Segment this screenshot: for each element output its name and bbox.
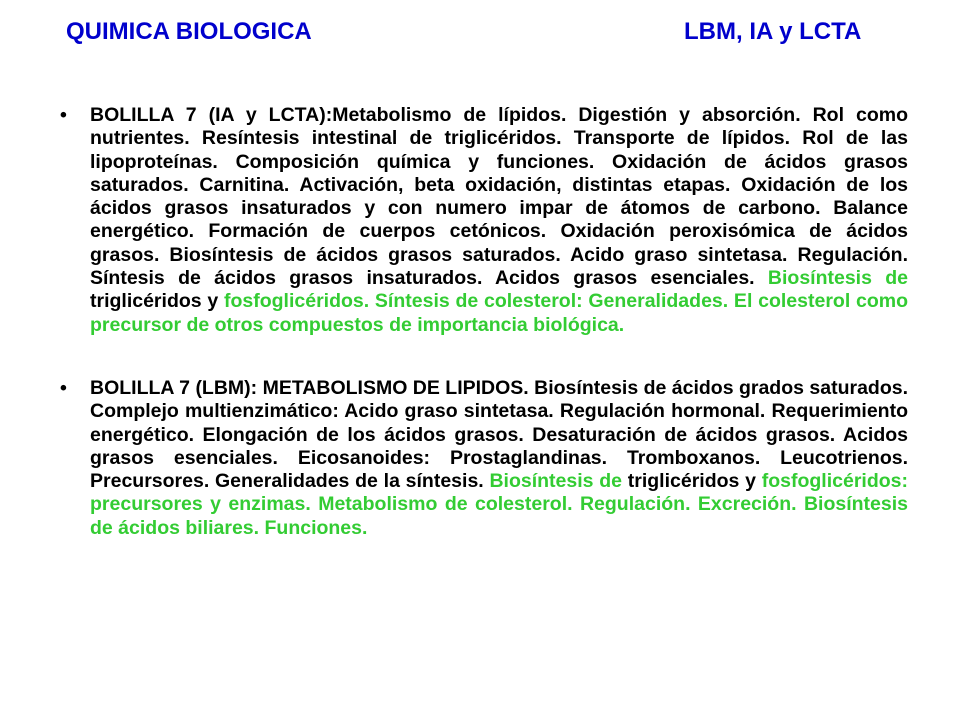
slide-header bbox=[0, 14, 960, 54]
bolilla-lbm-text-1: BOLILLA 7 (LBM): METABOLISMO DE LIPIDOS. Biosíntesis de ácidos grados saturados. Complejo multienzimático: Acido graso sintetasa. Regulación hormonal. Requerimiento energético. Elongación de los ácidos grasos. Desaturación de ácidos grasos. Acidos grasos esenciales. Eicosanoides: Prostaglandinas. Tromboxanos. Leucotrienos. Precursores. Generalidades de la síntesis. bbox=[90, 376, 909, 493]
course-title: QUIMICA BIOLOGICA bbox=[66, 18, 312, 45]
bolilla-ia-lcta-item bbox=[60, 104, 908, 337]
syllabus-list bbox=[60, 104, 908, 540]
bolilla-lbm-highlight-2: fosfoglicéridos: precursores y enzimas. Metabolismo de colesterol. Regulación. Excreción. Biosíntesis de ácidos biliares. Funciones. bbox=[90, 470, 908, 539]
bolilla-ia-lcta-highlight-1: Biosíntesis de bbox=[767, 267, 908, 290]
careers-title: LBM, IA y LCTA bbox=[684, 18, 862, 45]
bolilla-ia-lcta-text-1: BOLILLA 7 (IA y LCTA):Metabolismo de lípidos. Digestión y absorción. Rol como nutrientes. Resíntesis intestinal de triglicéridos. Transporte de lípidos. Rol de las lipoproteínas. Composición química y funciones. Oxidación de ácidos grasos saturados. Carnitina. Activación, beta oxidación, distintas etapas. Oxidación de los ácidos grasos insaturados y con numero impar de átomos de carbono. Balance energético. Formación de cuerpos cetónicos. Oxidación peroxisómica de ácidos grasos. Biosíntesis de ácidos grasos saturados. Acido graso sintetasa. Regulación. Síntesis de ácidos grasos insaturados. Acidos grasos esenciales. bbox=[90, 104, 908, 290]
bolilla-lbm-item bbox=[60, 377, 908, 540]
bolilla-lbm-text-2: triglicéridos y bbox=[622, 470, 762, 493]
bullet-icon: • bbox=[60, 376, 67, 399]
bolilla-ia-lcta-highlight-2: fosfoglicéridos. Síntesis de colesterol: Generalidades. El colesterol como precursor de otros compuestos de importancia biológica. bbox=[90, 290, 909, 336]
bolilla-lbm-highlight-1: Biosíntesis de bbox=[489, 470, 623, 493]
bullet-icon: • bbox=[60, 104, 67, 126]
bolilla-ia-lcta-text-2: triglicéridos y bbox=[90, 290, 224, 313]
